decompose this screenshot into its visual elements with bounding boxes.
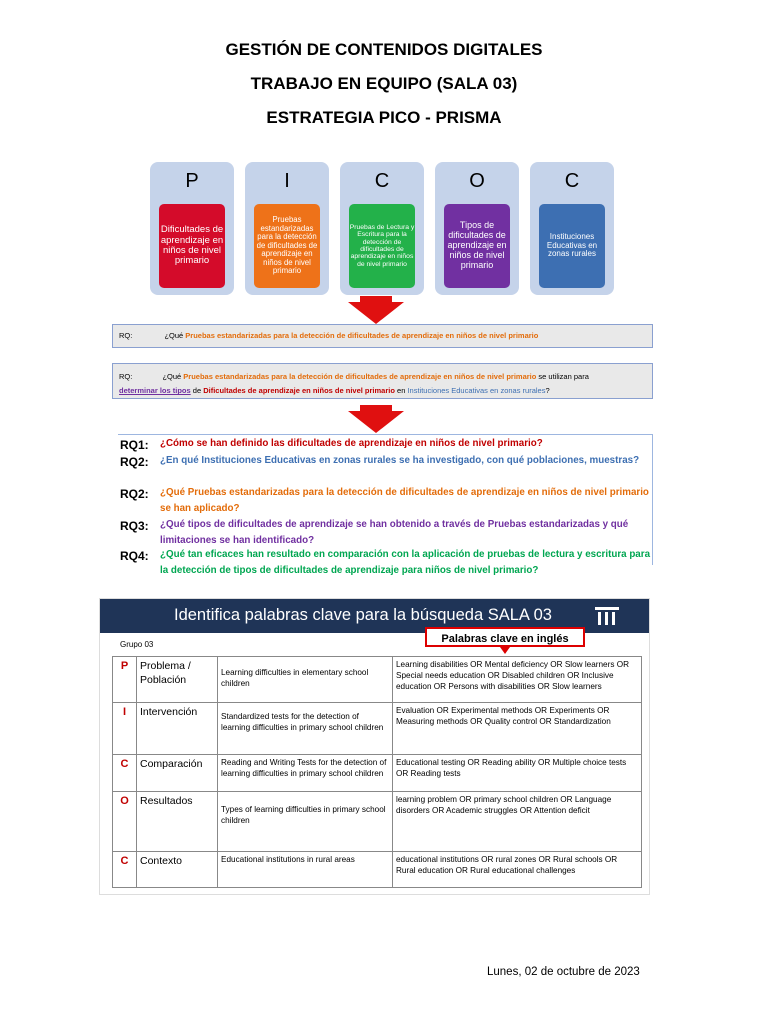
pico-box: Pruebas estandarizadas para la detección de dificultades de aprendizaje en niños de nivel primario [254,204,320,288]
pico-letter: C [564,170,580,192]
row-name: Comparación [137,755,218,792]
pico-box: Instituciones Educativas en zonas rurales [539,204,605,288]
rq-blue-text: Instituciones Educativas en zonas rurales [407,386,546,396]
rq-row-text: ¿Cómo se han definido las dificultades de aprendizaje en niños de nivel primario? [160,438,543,449]
row-name: Problema / Población [137,657,218,703]
keywords-slide [99,598,650,895]
row-terms: learning problem OR primary school children OR Language disorders OR Academic struggles OR Attention deficit [393,792,642,852]
keywords-title: Identifica palabras clave para la búsqueda SALA 03 [174,606,552,624]
table-row [113,657,642,703]
group-label: Grupo 03 [120,640,154,649]
rq-row-label: RQ1: [120,438,149,452]
rq-row-label: RQ3: [120,519,149,533]
row-english: Types of learning difficulties in primary school children [218,792,393,852]
table-row [113,792,642,852]
rq-label: RQ: [119,372,133,381]
row-name: Resultados [137,792,218,852]
rq-label: RQ: [119,331,133,340]
pico-diagram [150,162,614,296]
row-name: Intervención [137,703,218,755]
rq-row-label: RQ2: [120,487,149,501]
title-line-2: TRABAJO EN EQUIPO (SALA 03) [250,74,518,93]
row-terms: Evaluation OR Experimental methods OR Experiments OR Measuring methods OR Quality control OR Standardization [393,703,642,755]
rq-end: ? [545,386,550,396]
rq-row-text: ¿Qué tipos de dificultades de aprendizaje se han obtenido a través de Pruebas estandarizadas y qué limitaciones se han identificado? [160,519,629,546]
rq-pre: ¿Qué [164,331,184,340]
rq-orange-text: Pruebas estandarizadas para la detección de dificultades de aprendizaje en niños de nivel primario [183,372,537,381]
pico-letter: P [185,170,199,192]
rq-row-label: RQ4: [120,549,149,563]
row-letter: P [113,657,137,703]
pico-letter: C [374,170,390,192]
title-line-3: ESTRATEGIA PICO - PRISMA [266,108,502,127]
pico-column-c2 [530,162,614,295]
rq-row-text: ¿Qué tan eficaces han resultado en comparación con la aplicación de pruebas de lectura y escritura para la detección de tipos de dificultades de aprendizaje para niños de nivel primario? [160,549,651,576]
row-terms: educational institutions OR rural zones OR Rural schools OR Rural education OR Rural educational challenges [393,852,642,888]
row-english: Reading and Writing Tests for the detection of learning difficulties in primary school children [218,755,393,792]
rq-pre: ¿Qué [162,372,182,381]
pico-column-c [340,162,424,295]
table-row [113,755,642,792]
row-letter: C [113,755,137,792]
row-letter: I [113,703,137,755]
row-english: Educational institutions in rural areas [218,852,393,888]
pico-box: Dificultades de aprendizaje en niños de nivel primario [159,204,225,288]
rq-row-text: ¿Qué Pruebas estandarizadas para la detección de dificultades de aprendizaje en niños de nivel primario se han aplicado? [160,487,649,514]
rq-row-text: ¿En qué Instituciones Educativas en zonas rurales se ha investigado, con qué poblaciones, muestras? [160,455,640,466]
down-arrow-icon [346,296,406,326]
pico-column-p [150,162,234,295]
rq-box-1 [112,324,653,348]
row-terms: Learning disabilities OR Mental deficiency OR Slow learners OR Special needs education OR Disabled children OR Inclusive education OR Persons with disabilities OR Slow learners [393,657,642,703]
university-logo-icon [594,605,620,627]
pico-column-o [435,162,519,295]
title-line-1: GESTIÓN DE CONTENIDOS DIGITALES [225,40,543,59]
row-terms: Educational testing OR Reading ability OR Multiple choice tests OR Reading tests [393,755,642,792]
callout-pointer-icon [500,647,510,655]
callout-box: Palabras clave en inglés [425,627,585,647]
rq-mid-text: se utilizan para [538,372,589,381]
pico-letter: I [284,170,290,192]
row-english: Learning difficulties in elementary school children [218,657,393,703]
research-questions [118,434,653,576]
table-row [113,852,642,888]
row-name: Contexto [137,852,218,888]
pico-column-i [245,162,329,295]
row-letter: C [113,852,137,888]
table-row [113,703,642,755]
rq-mid-text: en [397,386,406,396]
pico-letter: O [469,170,485,192]
pico-box: Pruebas de Lectura y Escritura para la detección de dificultades de aprendizaje en niños de nivel primario [349,204,415,288]
footer-date: Lunes, 02 de octubre de 2023 [487,966,640,978]
row-english: Standardized tests for the detection of learning difficulties in primary school children [218,703,393,755]
rq-purple-text: determinar los tipos [119,386,191,396]
rq-red-text: Dificultades de aprendizaje en niños de nivel primario [203,386,395,396]
row-letter: O [113,792,137,852]
document-header [0,40,768,142]
down-arrow-icon [346,405,406,435]
pico-box: Tipos de dificultades de aprendizaje en niños de nivel primario [444,204,510,288]
keywords-table [112,656,642,888]
rq-mid-text: de [192,386,202,396]
rq-orange-text: Pruebas estandarizadas para la detección de dificultades de aprendizaje en niños de nivel primario [185,331,539,340]
rq-row-label: RQ2: [120,455,149,469]
rq-box-2 [112,363,653,399]
